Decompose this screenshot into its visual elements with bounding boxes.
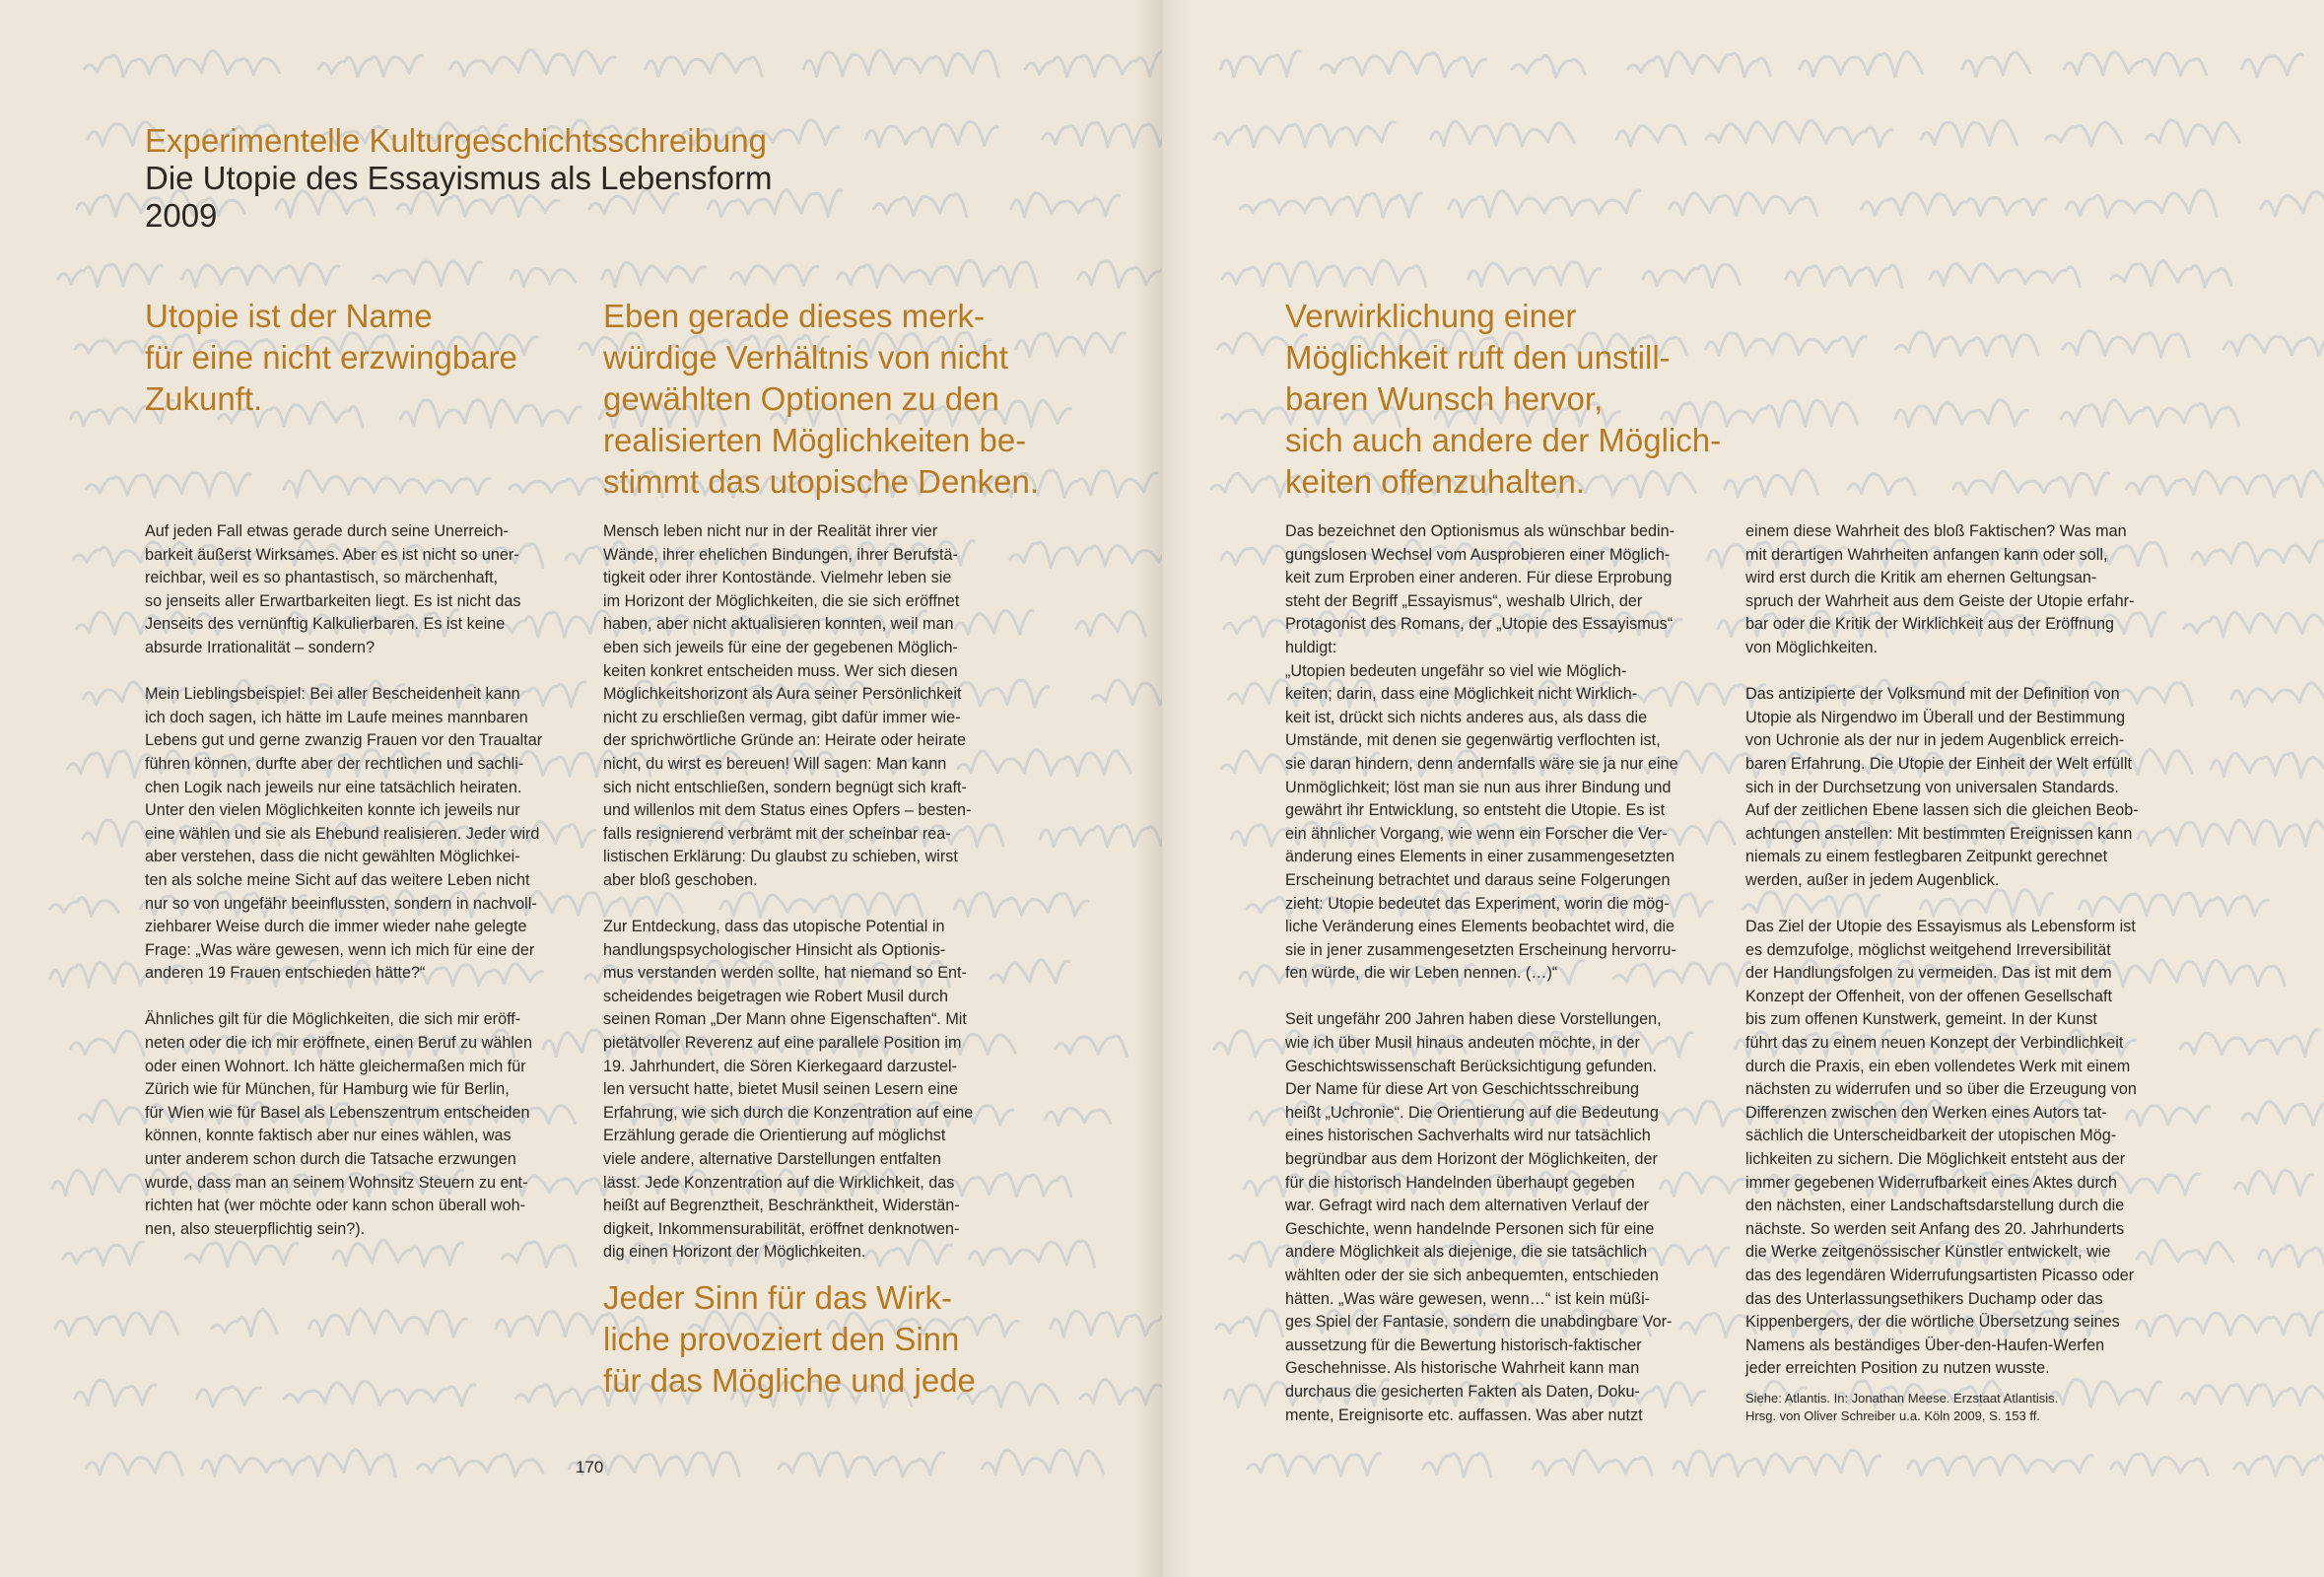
body-text-line: Das antizipierte der Volksmund mit der Definition von bbox=[1745, 685, 2120, 704]
body-text-line: wurde, dass man an seinem Wohnsitz Steuern zu ent- bbox=[145, 1173, 528, 1192]
handwriting-stroke bbox=[837, 261, 1037, 288]
body-text-line: anderen 19 Frauen entschieden hätte?“ bbox=[145, 964, 426, 983]
body-text-line: nächste. So werden seit Anfang des 20. Jahrhunderts bbox=[1745, 1219, 2125, 1238]
handwriting-stroke bbox=[70, 1031, 144, 1056]
body-text-line: Jenseits des vernünftig Kalkulierbaren. Es ist keine bbox=[145, 615, 506, 634]
handwriting-stroke bbox=[2063, 331, 2189, 358]
body-text-line: fen würde, die wir Leben nennen. (…)“ bbox=[1285, 964, 1558, 983]
body-text-line: andere Möglichkeit als diejenige, die sie tatsächlich bbox=[1285, 1243, 1648, 1262]
body-text-line: Protagonist des Romans, der „Utopie des Essayismus“ bbox=[1285, 615, 1674, 634]
handwriting-stroke bbox=[1786, 265, 1902, 287]
body-text-line: im Horizont der Möglichkeiten, die sie sich eröffnet bbox=[603, 591, 960, 610]
handwriting-stroke bbox=[2211, 753, 2324, 778]
body-text-line: listischen Erklärung: Du glaubst zu schieben, wirst bbox=[603, 848, 958, 866]
pullquote-line: realisierten Möglichkeiten be- bbox=[603, 422, 1027, 458]
body-text-line: der sprichwörtliche Gründe an: Heirate oder heirate bbox=[603, 731, 967, 750]
handwriting-stroke bbox=[1449, 190, 1640, 217]
handwriting-stroke bbox=[1046, 1108, 1111, 1125]
body-text-line: nicht zu erschließen vermag, gibt dafür immer wie- bbox=[603, 708, 961, 726]
body-text-line: Namens als beständiges Über-den-Haufen-Werfen bbox=[1745, 1336, 2105, 1354]
handwriting-stroke bbox=[1248, 1454, 1381, 1476]
body-text-line: huldigt: bbox=[1285, 638, 1337, 656]
body-text-line: immer gegebenen Widerrufbarkeit eines Aktes durch bbox=[1745, 1173, 2117, 1192]
body-text-line: das des legendären Widerrufungsartisten Picasso oder bbox=[1745, 1267, 2135, 1284]
handwriting-stroke bbox=[1534, 1450, 1653, 1474]
body-text-line: 19. Jahrhundert, die Sören Kierkegaard darzustel- bbox=[603, 1057, 958, 1075]
body-text-line: Zürich wie für München, für Hamburg wie für Berlin, bbox=[145, 1080, 510, 1099]
body-column-right-2 bbox=[1745, 520, 2189, 1405]
body-text-line: Der Name für diese Art von Geschichtsschreibung bbox=[1285, 1080, 1639, 1099]
handwriting-stroke bbox=[1431, 121, 1575, 146]
body-text-line: eine wählen und sie als Ehebund realisieren. Jeder wird bbox=[145, 824, 540, 843]
pullquote-line: Verwirklichung einer bbox=[1285, 298, 1577, 334]
body-text-line: niemals zu einem festlegbaren Zeitpunkt gerechnet bbox=[1745, 848, 2108, 866]
body-text-line: sich in der Durchsetzung von universalen Standards. bbox=[1745, 778, 2119, 796]
body-text-line: haben, aber nicht aktualisieren konnten, weil man bbox=[603, 615, 954, 634]
body-text-line: und willenlos mit dem Status eines Opfers – besten- bbox=[603, 801, 972, 820]
body-text-line: Kippenbergers, der die wörtliche Übersetzung seines bbox=[1745, 1313, 2120, 1332]
body-text-line: liche Veränderung eines Elements beobachtet wird, die bbox=[1285, 918, 1675, 936]
handwriting-stroke bbox=[1848, 474, 1915, 495]
handwriting-stroke bbox=[1216, 1310, 1283, 1336]
body-text-line: Wände, ihrer ehelichen Bindungen, ihrer Berufstä- bbox=[603, 545, 958, 564]
pullquote-line: Utopie ist der Name bbox=[145, 298, 433, 334]
handwriting-stroke bbox=[182, 263, 339, 287]
pullquote-line: für eine nicht erzwingbare bbox=[145, 339, 517, 376]
handwriting-stroke bbox=[75, 1380, 156, 1406]
pullquote-line: Zukunft. bbox=[145, 380, 263, 417]
handwriting-stroke bbox=[2127, 471, 2324, 497]
handwriting-stroke bbox=[1240, 193, 1421, 218]
body-text-line: ich doch sagen, ich hätte im Laufe meines mannbaren bbox=[145, 708, 528, 726]
body-text-line: jeder erreichten Position zu nutzen wusste. bbox=[1745, 1359, 2050, 1378]
handwriting-stroke bbox=[1800, 51, 1923, 77]
handwriting-stroke bbox=[285, 1381, 475, 1406]
handwriting-stroke bbox=[1628, 52, 1771, 77]
handwriting-stroke bbox=[1215, 122, 1395, 148]
body-text-line: aber verstehen, dass die nicht gewählten Möglichkei- bbox=[145, 848, 520, 866]
body-text-line: aussetzung für die Bewertung historisch-faktischer bbox=[1285, 1336, 1642, 1354]
body-text-line: absurde Irrationalität – sondern? bbox=[145, 638, 376, 656]
body-text-line: hätten. „Was wäre gewesen, wenn…“ ist kein müßi- bbox=[1285, 1289, 1651, 1308]
body-text-line: heißt „Uchronie“. Die Orientierung auf die Bedeutung bbox=[1285, 1103, 1659, 1122]
pullquote-line: würdige Verhältnis von nicht bbox=[603, 339, 1008, 376]
pullquote-line: stimmt das utopische Denken. bbox=[603, 463, 1040, 500]
body-text-line: spruch der Wahrheit aus dem Geiste der Utopie erfahr- bbox=[1745, 591, 2135, 610]
body-text-line: chen Logik nach jeweils nur eine tatsächlich heiraten. bbox=[145, 778, 522, 796]
caption-line: Hrsg. von Oliver Schreiber u.a. Köln 2009, S. 153 ff. bbox=[1745, 1408, 2040, 1423]
handwriting-stroke bbox=[1962, 52, 2030, 77]
handwriting-stroke bbox=[2231, 682, 2324, 708]
handwriting-stroke bbox=[2061, 400, 2238, 427]
body-text-line: digkeit, Inkommensurabilität, eröffnet denknotwen- bbox=[603, 1219, 960, 1238]
handwriting-stroke bbox=[866, 121, 998, 146]
handwriting-stroke bbox=[1221, 51, 1301, 77]
body-text-line: sächlich die Unterscheidbarkeit der utopischen Mög- bbox=[1745, 1127, 2117, 1145]
body-text-line: reichbar, weil es so phantastisch, so märchenhaft, bbox=[145, 569, 499, 587]
body-paragraph bbox=[1285, 520, 1719, 986]
handwriting-stroke bbox=[1908, 1455, 2092, 1475]
body-text-line: nen, also steuerpflichtig sein?). bbox=[145, 1219, 366, 1238]
handwriting-stroke bbox=[2111, 1454, 2208, 1475]
body-text-line: handlungspsychologischer Hinsicht als Optionis- bbox=[603, 940, 946, 959]
pullquote-line: Möglichkeit ruft den unstill- bbox=[1285, 339, 1671, 376]
body-paragraph bbox=[1745, 520, 2189, 660]
handwriting-stroke bbox=[1469, 262, 1601, 287]
body-text-line: von Möglichkeiten. bbox=[1745, 638, 1879, 656]
body-paragraph bbox=[1285, 1008, 1719, 1427]
handwriting-stroke bbox=[1025, 51, 1162, 77]
handwriting-stroke bbox=[1862, 193, 2046, 216]
body-text-line: so jenseits aller Erwartbarkeiten liegt. Es ist nicht das bbox=[145, 591, 521, 610]
handwriting-stroke bbox=[197, 1387, 261, 1406]
handwriting-stroke bbox=[1011, 193, 1120, 217]
body-text-line: Erfahrung, wie sich durch die Konzentration auf eine bbox=[603, 1103, 974, 1122]
handwriting-stroke bbox=[1078, 261, 1162, 288]
handwriting-stroke bbox=[2146, 120, 2240, 146]
body-text-line: werden, außer in jedem Augenblick. bbox=[1745, 870, 2000, 889]
handwriting-stroke bbox=[1076, 612, 1145, 636]
handwriting-stroke bbox=[284, 470, 490, 496]
pullquote-line: keiten offenzuhalten. bbox=[1285, 463, 1585, 500]
handwriting-stroke bbox=[602, 262, 706, 287]
page-number: 170 bbox=[576, 1458, 604, 1476]
body-text-line: Geschehnisse. Als historische Wahrheit kann man bbox=[1285, 1359, 1640, 1378]
body-text-line: len versucht hatte, bietet Musil seinen Lesern eine bbox=[603, 1080, 958, 1099]
handwriting-stroke bbox=[2261, 192, 2324, 216]
handwriting-stroke bbox=[730, 265, 818, 285]
handwriting-stroke bbox=[1725, 470, 1818, 497]
body-text-line: Das Ziel der Utopie des Essayismus als Lebensform ist bbox=[1745, 918, 2136, 936]
body-text-line: viele andere, alternative Darstellungen entfalten bbox=[603, 1150, 941, 1169]
body-text-line: Geschichte, wenn handelnde Personen sich für eine bbox=[1285, 1219, 1655, 1238]
body-text-line: nicht, du wirst es bereuen! Will sagen: Man kann bbox=[603, 754, 947, 773]
handwriting-stroke bbox=[873, 194, 966, 217]
body-text-line: neten oder die ich mir eröffnete, einen Beruf zu wählen bbox=[145, 1034, 532, 1053]
handwriting-stroke bbox=[2192, 541, 2324, 568]
body-text-line: Auf jeden Fall etwas gerade durch seine Unerreich- bbox=[145, 522, 509, 540]
body-text-line: bis zum offenen Kunstwerk, gemeint. In der Kunst bbox=[1745, 1010, 2097, 1029]
handwriting-stroke bbox=[511, 268, 575, 286]
body-text-line: Geschichtswissenschaft Berücksichtigung gefunden. bbox=[1285, 1057, 1658, 1075]
handwriting-stroke bbox=[2066, 190, 2217, 217]
body-text-line: mit derartigen Wahrheiten anfangen kann oder soll, bbox=[1745, 545, 2108, 564]
body-text-line: begründbar aus dem Horizont der Möglichkeiten, der bbox=[1285, 1150, 1658, 1169]
body-text-line: Erzählung gerade die Orientierung auf möglichst bbox=[603, 1127, 946, 1145]
body-text-line: Zur Entdeckung, dass das utopische Potential in bbox=[603, 918, 945, 936]
pullquote-line: sich auch andere der Möglich- bbox=[1285, 422, 1722, 458]
handwriting-stroke bbox=[2180, 1030, 2319, 1057]
body-text-line: sie in jener zusammengesetzten Erscheinung hervorru- bbox=[1285, 940, 1676, 959]
body-text-line: wird erst durch die Kritik am ehernen Geltungsan- bbox=[1745, 569, 2097, 587]
body-text-line: baren Erfahrung. Die Utopie der Einheit der Welt erfüllt bbox=[1745, 754, 2133, 773]
pullquote-line: für das Mögliche und jede bbox=[603, 1362, 976, 1399]
body-text-line: einem diese Wahrheit des bloß Faktischen? Was man bbox=[1745, 522, 2127, 540]
page-header bbox=[145, 122, 772, 235]
body-text-line: oder einen Wohnort. Ich hätte gleichermaßen mich für bbox=[145, 1057, 526, 1075]
body-text-line: Das bezeichnet den Optionismus als wünschbar bedin- bbox=[1285, 522, 1675, 540]
image-caption bbox=[1745, 1390, 2058, 1425]
body-text-line: ziehbarer Weise durch die immer wieder nahe gelegte bbox=[145, 918, 527, 936]
handwriting-stroke bbox=[50, 898, 118, 917]
body-text-line: die Werke zeitgenössischer Künstler entwickelt, wie bbox=[1745, 1243, 2111, 1262]
handwriting-stroke bbox=[1051, 1311, 1162, 1337]
body-text-line: keiten konkret entscheiden muss. Wer sich diesen bbox=[603, 661, 958, 680]
handwriting-stroke bbox=[1895, 400, 2028, 427]
body-text-line: unter anderem schon durch die Tatsache erzwungen bbox=[145, 1150, 516, 1169]
handwriting-stroke bbox=[2182, 1385, 2324, 1406]
body-text-line: nur so von ungefähr beeinflussten, sondern in nachvoll- bbox=[145, 894, 537, 913]
body-paragraph bbox=[145, 1008, 579, 1241]
handwriting-stroke bbox=[2234, 1455, 2324, 1476]
body-text-line: Unter den vielen Möglichkeiten konnte ich jeweils nur bbox=[145, 801, 520, 820]
handwriting-stroke bbox=[1222, 260, 1425, 287]
handwriting-stroke bbox=[1921, 120, 2016, 146]
handwriting-stroke bbox=[1896, 332, 2038, 357]
body-text-line: Utopie als Nirgendwo im Überall und der Bestimmung bbox=[1745, 708, 2126, 726]
body-column-left-2 bbox=[603, 520, 1037, 1288]
handwriting-stroke bbox=[1043, 120, 1162, 147]
body-text-line: Konzept der Offenheit, von der offenen Gesellschaft bbox=[1745, 987, 2112, 1005]
handwriting-stroke bbox=[2242, 1101, 2324, 1125]
right-page bbox=[1162, 0, 2324, 1577]
body-text-line: ein ähnlicher Vorgang, wie wenn ein Forscher die Ver- bbox=[1285, 824, 1668, 843]
body-text-line: Seit ungefähr 200 Jahren haben diese Vorstellungen, bbox=[1285, 1010, 1662, 1029]
body-text-line: führt das zu einem neuen Konzept der Verbindlichkeit bbox=[1745, 1034, 2124, 1053]
handwriting-stroke bbox=[646, 53, 762, 76]
body-text-line: nächsten zu widerrufen und so über die Erzeugung von bbox=[1745, 1080, 2137, 1099]
handwriting-stroke bbox=[1953, 471, 2109, 496]
body-text-line: wählten oder der sie sich anbequemten, entschieden bbox=[1285, 1267, 1659, 1284]
body-text-line: eben sich jeweils für eine der gegebenen Möglich- bbox=[603, 638, 958, 656]
body-text-line: eines historischen Sachverhalts wird nur tatsächlich bbox=[1285, 1127, 1651, 1145]
body-text-line: zieht: Utopie bedeutet das Experiment, worin die mög- bbox=[1285, 894, 1670, 913]
handwriting-stroke bbox=[1423, 1454, 1491, 1477]
handwriting-stroke bbox=[1512, 56, 1585, 78]
handwriting-stroke bbox=[1040, 823, 1162, 847]
pullquote-left-1 bbox=[145, 296, 517, 420]
body-text-line: Ähnliches gilt für die Möglichkeiten, die sich mir eröff- bbox=[145, 1010, 521, 1029]
body-text-line: heißt auf Begrenztheit, Beschränktheit, Widerstän- bbox=[603, 1197, 960, 1215]
handwriting-stroke bbox=[87, 1452, 183, 1474]
body-column-left-1 bbox=[145, 520, 579, 1265]
handwriting-stroke bbox=[2064, 52, 2206, 76]
body-text-line: scheidendes beigetragen wie Robert Musil durch bbox=[603, 987, 949, 1005]
caption-line: Siehe: Atlantis. In: Jonathan Meese. Erzstaat Atlantisis. bbox=[1745, 1391, 2059, 1406]
body-text-line: seinen Roman „Der Mann ohne Eigenschaften“. Mit bbox=[603, 1010, 967, 1029]
pullquote-left-3 bbox=[603, 1277, 976, 1402]
body-text-line: ges Spiel der Fantasie, sondern die unabdingbare Vor- bbox=[1285, 1313, 1673, 1332]
handwriting-stroke bbox=[982, 1450, 1103, 1475]
body-text-line: bar oder die Kritik der Wirklichkeit aus der Eröffnung bbox=[1745, 615, 2114, 634]
body-text-line: durchaus die gesicherten Fakten als Daten, Doku- bbox=[1285, 1382, 1640, 1401]
pullquote-line: liche provoziert den Sinn bbox=[603, 1321, 960, 1357]
body-text-line: richten hat (wer möchte oder kann schon überall woh- bbox=[145, 1197, 526, 1215]
handwriting-stroke bbox=[374, 261, 482, 286]
handwriting-stroke bbox=[1706, 333, 1867, 357]
body-text-line: dig einen Horizont der Möglichkeiten. bbox=[603, 1243, 866, 1262]
body-text-line: mus verstanden werden sollte, hat niemand so Ent- bbox=[603, 964, 967, 983]
body-text-line: es demzufolge, möglichst weitgehend Irreversibilität bbox=[1745, 940, 2111, 959]
pullquote-line: gewählten Optionen zu den bbox=[603, 380, 999, 417]
handwriting-stroke bbox=[2223, 334, 2324, 357]
body-text-line: steht der Begriff „Essayismus“, weshalb Ulrich, der bbox=[1285, 591, 1643, 610]
handwriting-stroke bbox=[1930, 263, 2080, 286]
body-text-line: Umstände, mit denen sie gegenwärtig verflochten ist, bbox=[1285, 731, 1661, 750]
pullquote-line: Jeder Sinn für das Wirk- bbox=[603, 1279, 952, 1316]
body-text-line: der Handlungsfolgen zu vermeiden. Das ist mit dem bbox=[1745, 964, 2112, 983]
body-text-line: achtungen anstellen: Mit bestimmten Ereignissen kann bbox=[1745, 824, 2133, 843]
body-paragraph bbox=[145, 683, 579, 986]
handwriting-stroke bbox=[63, 1242, 143, 1266]
body-text-line: gewährt ihr Entwicklung, so entsteht die Utopie. Es ist bbox=[1285, 801, 1666, 820]
handwriting-stroke bbox=[1706, 120, 1892, 147]
body-text-line: aber bloß geschoben. bbox=[603, 870, 758, 889]
header-title: Die Utopie des Essayismus als Lebensform bbox=[145, 160, 773, 196]
body-text-line: Erscheinung betrachtet und daraus seine Folgerungen bbox=[1285, 870, 1671, 889]
handwriting-stroke bbox=[2111, 261, 2231, 288]
handwriting-stroke bbox=[86, 472, 250, 496]
body-text-line: „Utopien bedeuten ungefähr so viel wie Möglich- bbox=[1285, 661, 1627, 680]
body-text-line: von Uchronie als der nur in jedem Augenblick erreich- bbox=[1745, 731, 2125, 750]
handwriting-stroke bbox=[1674, 1450, 1880, 1476]
body-text-line: sie daran hindern, denn andernfalls wäre sie ja nur eine bbox=[1285, 754, 1678, 773]
body-text-line: Mein Lieblingsbeispiel: Bei aller Bescheidenheit kann bbox=[145, 685, 520, 704]
handwriting-stroke bbox=[1080, 1380, 1162, 1406]
handwriting-stroke bbox=[803, 50, 998, 77]
pullquote-line: Eben gerade dieses merk- bbox=[603, 298, 986, 334]
body-text-line: Auf der zeitlichen Ebene lassen sich die gleichen Beob- bbox=[1745, 801, 2139, 820]
handwriting-stroke bbox=[2242, 54, 2302, 77]
body-text-line: keiten; darin, dass eine Möglichkeit nicht Wirklich- bbox=[1285, 685, 1638, 704]
handwriting-stroke bbox=[1616, 125, 1685, 146]
handwriting-stroke bbox=[1321, 51, 1486, 77]
body-text-line: keit zum Erproben einer anderen. Für diese Erprobung bbox=[1285, 569, 1673, 587]
handwriting-stroke bbox=[309, 1310, 467, 1337]
body-text-line: war. Gefragt wird nach dem alternativen Verlauf der bbox=[1285, 1197, 1649, 1215]
body-text-line: für die historisch Handelnden überhaupt gegeben bbox=[1285, 1173, 1635, 1192]
handwriting-stroke bbox=[779, 1452, 944, 1476]
body-text-line: für Wien wie für Basel als Lebenszentrum entscheiden bbox=[145, 1103, 530, 1122]
body-text-line: den nächsten, einer Landschaftsdarstellung durch die bbox=[1745, 1197, 2125, 1215]
body-text-line: Lebens gut und gerne zwanzig Frauen vor den Traualtar bbox=[145, 731, 543, 750]
body-text-line: das des Unterlassungsethikers Duchamp oder das bbox=[1745, 1289, 2103, 1308]
body-text-line: Frage: „Was wäre gewesen, wenn ich mich für eine der bbox=[145, 940, 535, 959]
body-text-line: lichkeiten zu sichern. Die Möglichkeit entsteht aus der bbox=[1745, 1150, 2126, 1169]
handwriting-stroke bbox=[212, 1310, 278, 1337]
handwriting-stroke bbox=[318, 55, 422, 77]
body-text-line: falls resignierend verbrämt mit der scheinbar rea- bbox=[603, 824, 951, 843]
handwriting-stroke bbox=[55, 1312, 177, 1336]
body-text-line: Unmöglichkeit; löst man sie nun aus ihrer Bindung und bbox=[1285, 778, 1672, 796]
pullquote-left-2 bbox=[603, 296, 1039, 503]
pullquote-right bbox=[1285, 296, 1721, 503]
body-text-line: gungslosen Wechsel vom Ausprobieren einer Möglich- bbox=[1285, 545, 1671, 564]
handwriting-stroke bbox=[418, 1454, 543, 1476]
handwriting-stroke bbox=[2259, 1240, 2324, 1267]
body-paragraph bbox=[603, 520, 1037, 893]
handwriting-stroke bbox=[2234, 1170, 2312, 1196]
body-text-line: durch die Praxis, ein eben vollendetes Werk mit einem bbox=[1745, 1057, 2131, 1075]
body-text-line: Mensch leben nicht nur in der Realität ihrer vier bbox=[603, 522, 938, 540]
body-paragraph bbox=[1745, 683, 2189, 892]
body-text-line: tigkeit oder ihrer Kontostände. Vielmehr leben sie bbox=[603, 569, 952, 587]
body-paragraph bbox=[145, 520, 579, 660]
body-text-line: pietätvoller Reverenz auf eine parallele Position im bbox=[603, 1034, 962, 1053]
body-text-line: ten als solche meine Sicht auf das weitere Leben nicht bbox=[145, 870, 530, 889]
header-year: 2009 bbox=[145, 197, 218, 234]
body-text-line: mente, Ereignisorte etc. auffassen. Was aber nutzt bbox=[1285, 1406, 1643, 1424]
body-paragraph bbox=[1745, 916, 2189, 1381]
body-text-line: barkeit äußerst Wirksames. Aber es ist nicht so uner- bbox=[145, 545, 519, 564]
handwriting-stroke bbox=[202, 1450, 396, 1477]
handwriting-stroke bbox=[85, 50, 280, 77]
body-text-line: änderung eines Elements in einer zusammengesetzten bbox=[1285, 848, 1675, 866]
body-text-line: lässt. Jede Konzentration auf die Wirklichkeit, das bbox=[603, 1173, 955, 1192]
body-column-right-1 bbox=[1285, 520, 1719, 1451]
pullquote-line: baren Wunsch hervor, bbox=[1285, 380, 1604, 417]
handwriting-stroke bbox=[1643, 264, 1740, 287]
body-paragraph bbox=[603, 916, 1037, 1265]
handwriting-stroke bbox=[2046, 122, 2122, 146]
body-text-line: keit ist, drückt sich nichts anderes aus, als dass die bbox=[1285, 708, 1648, 726]
body-text-line: wie ich über Musil hinaus andeuten möchte, in der bbox=[1285, 1034, 1640, 1053]
handwriting-stroke bbox=[2184, 612, 2324, 637]
handwriting-stroke bbox=[58, 264, 162, 287]
body-text-line: können, konnte faktisch aber nur eines wählen, was bbox=[145, 1127, 512, 1145]
handwriting-stroke bbox=[1056, 1036, 1127, 1056]
body-text-line: Möglichkeitshorizont als Aura seiner Persönlichkeit bbox=[603, 685, 962, 704]
handwriting-stroke bbox=[450, 50, 614, 76]
header-series: Experimentelle Kulturgeschichtsschreibung bbox=[145, 122, 767, 159]
body-text-line: führen können, durfte aber der rechtlichen und sachli- bbox=[145, 754, 524, 773]
body-text-line: sich nicht entschließen, sondern begnügt sich kraft- bbox=[603, 778, 967, 796]
handwriting-stroke bbox=[1670, 193, 1817, 216]
body-text-line: Differenzen zwischen den Werken eines Autors tat- bbox=[1745, 1103, 2107, 1122]
handwriting-stroke bbox=[1092, 680, 1162, 707]
